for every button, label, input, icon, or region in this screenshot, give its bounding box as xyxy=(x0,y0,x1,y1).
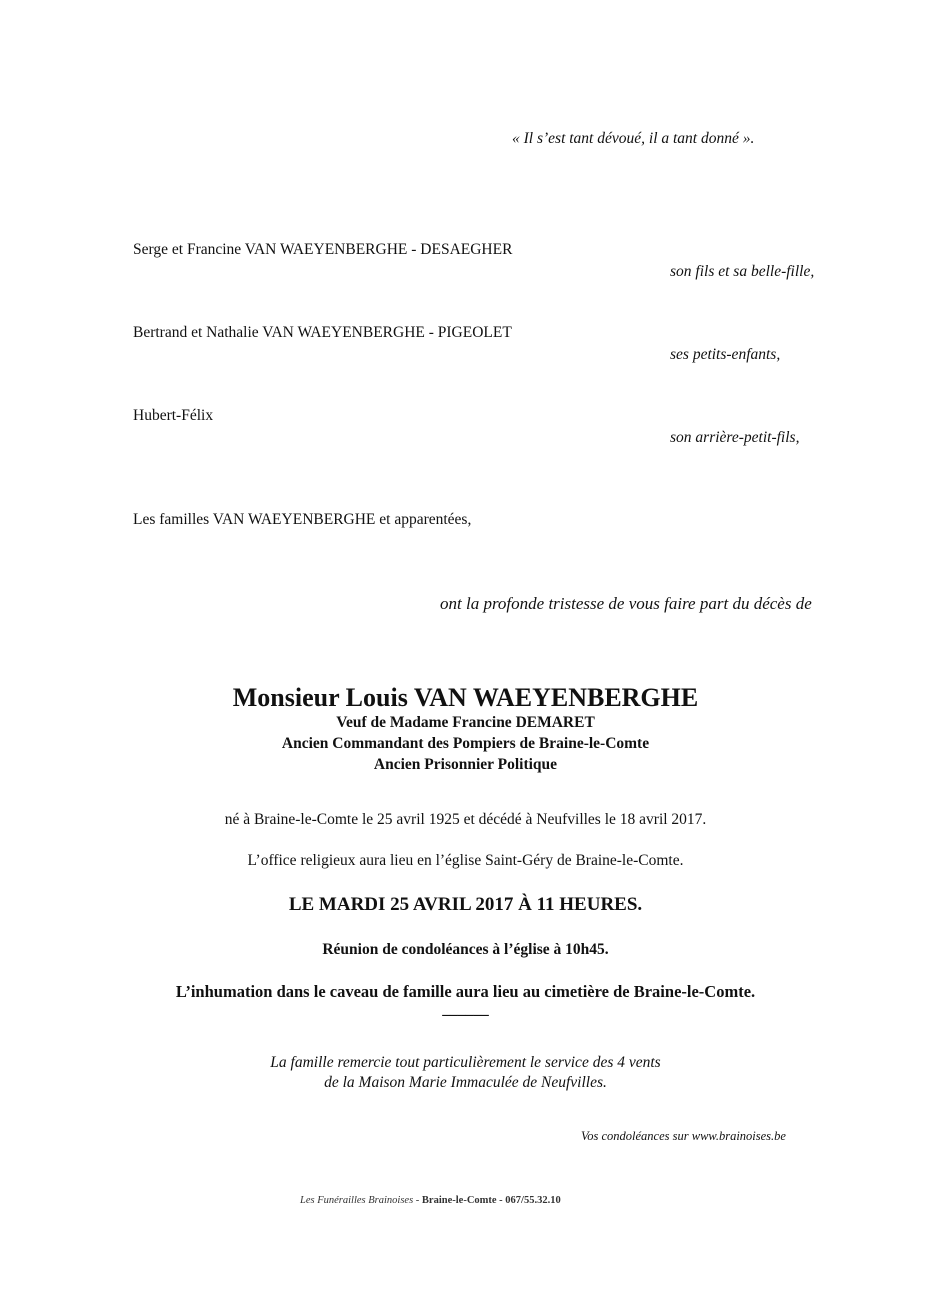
family-name: Serge et Francine VAN WAEYENBERGHE - DESAEGHER xyxy=(133,241,513,258)
family-name: Hubert-Félix xyxy=(133,407,214,424)
thanks-line: La famille remercie tout particulièrement le service des 4 vents xyxy=(270,1054,661,1071)
footer xyxy=(300,1192,561,1210)
footer-details: Braine-le-Comte - 067/55.32.10 xyxy=(421,1195,561,1206)
footer-company: Les Funérailles Brainoises xyxy=(300,1195,414,1206)
thanks-line: de la Maison Marie Immaculée de Neufvilles. xyxy=(324,1074,607,1091)
family-relation: son arrière-petit-fils, xyxy=(670,429,800,446)
footer-sep: - xyxy=(413,1195,422,1206)
service-date: LE MARDI 25 AVRIL 2017 À 11 HEURES. xyxy=(288,894,643,915)
online-condolences: Vos condoléances sur www.brainoises.be xyxy=(581,1129,786,1143)
deceased-title: Ancien Commandant des Pompiers de Braine-le-Comte xyxy=(281,735,650,752)
epigraph: « Il s’est tant dévoué, il a tant donné ». xyxy=(512,130,755,147)
deceased-title: Veuf de Madame Francine DEMARET xyxy=(336,714,595,731)
announcement: ont la profonde tristesse de vous faire part du décès de xyxy=(440,594,812,613)
family-relation: ses petits-enfants, xyxy=(670,346,781,363)
service-info: L’office religieux aura lieu en l’église Saint-Géry de Braine-le-Comte. xyxy=(247,852,684,869)
family-relation: son fils et sa belle-fille, xyxy=(670,263,815,280)
deceased-name: Monsieur Louis VAN WAEYENBERGHE xyxy=(232,683,699,712)
deceased-title: Ancien Prisonnier Politique xyxy=(373,756,558,773)
burial-info: L’inhumation dans le caveau de famille aura lieu au cimetière de Braine-le-Comte. xyxy=(175,982,756,1001)
families-line: Les familles VAN WAEYENBERGHE et apparentées, xyxy=(133,511,472,528)
separator: ______ xyxy=(442,1001,489,1018)
birth-death: né à Braine-le-Comte le 25 avril 1925 et décédé à Neufvilles le 18 avril 2017. xyxy=(224,811,707,828)
family-name: Bertrand et Nathalie VAN WAEYENBERGHE - PIGEOLET xyxy=(133,324,512,341)
condolences-meeting: Réunion de condoléances à l’église à 10h45. xyxy=(322,941,609,958)
